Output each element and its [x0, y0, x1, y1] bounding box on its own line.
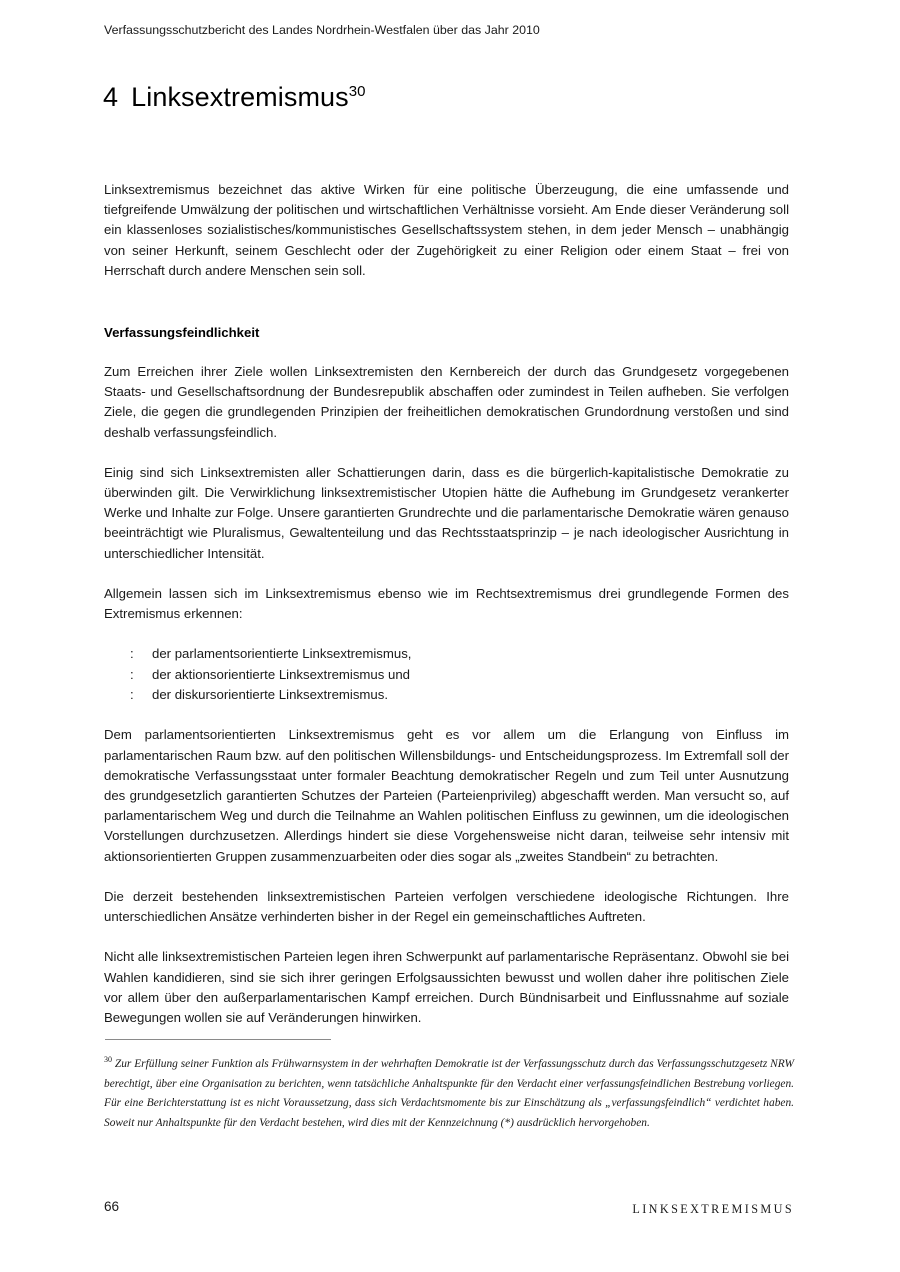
list-marker-icon: :: [130, 666, 134, 682]
footer-section-name: LINKSEXTREMISMUS: [632, 1202, 794, 1216]
paragraph-4: Allgemein lassen sich im Linksextremismus ebenso wie im Rechtsextremismus drei grundlegende Formen des Extremismus erkennen:: [104, 585, 789, 622]
paragraph-3: Einig sind sich Linksextremisten aller Schattierungen darin, dass es die bürgerlich-kapitalistische Demokratie zu überwinden gilt. Die Verwirklichung linksextremistischer Utopien hätte die Aufhebung im Grundgesetz verankerter Werke und Inhalte zur Folge. Unsere garantierten Grundrechte und die parlamentarische Demokratie wären genauso beeinträchtigt wie Pluralismus, Gewaltenteilung und das Rechtsstaatsprinzip – je nach ideologischer Ausrichtung in unterschiedlicher Intensität.: [104, 464, 789, 561]
footnote-reference-marker: 30: [348, 83, 366, 101]
list-item: [130, 665, 789, 685]
page-number: 66: [104, 1199, 120, 1214]
section-heading-verfassungsfeindlichkeit: Verfassungsfeindlichkeit: [104, 325, 260, 341]
paragraph-6: Die derzeit bestehenden linksextremistischen Parteien verfolgen verschiedene ideologische Richtungen. Ihre unterschiedlichen Ansätze verhinderten bisher in der Regel ein gemeinschaftliches Auftreten.: [104, 888, 789, 925]
body-content: [104, 180, 789, 1028]
page-title: [103, 80, 365, 114]
list-marker-icon: :: [130, 687, 134, 703]
paragraph-7: Nicht alle linksextremistischen Parteien legen ihren Schwerpunkt auf parlamentarische Repräsentanz. Obwohl sie bei Wahlen kandidieren, sind sie sich ihrer geringen Erfolgsaussichten bewusst und wollen daher ihre politischen Ziele vor allem über den außerparlamentarischen Kampf erreichen. Durch Bündnisarbeit und Einflussnahme auf soziale Bewegungen wollen sie auf Veränderungen hinwirken.: [104, 949, 789, 1025]
footnote-text: [104, 1055, 794, 1133]
list-item-label: der aktionsorientierte Linksextremismus und: [152, 666, 411, 682]
extremism-forms-list: [104, 644, 789, 705]
chapter-number: 4: [103, 82, 119, 113]
list-item: [130, 685, 789, 705]
list-marker-icon: :: [130, 646, 134, 662]
list-item-label: der diskursorientierte Linksextremismus.: [152, 687, 388, 703]
list-item: [130, 644, 789, 664]
footnote-number: 30: [104, 1055, 112, 1065]
paragraph-2: Zum Erreichen ihrer Ziele wollen Linksextremisten den Kernbereich der durch das Grundgesetz vorgegebenen Staats- und Gesellschaftsordnung der Bundesrepublik abschaffen oder zumindest in Teilen aufheben. Sie verfolgen Ziele, die gegen die grundlegenden Prinzipien der freiheitlichen demokratischen Grundordnung verstoßen und sind deshalb verfassungsfeindlich.: [104, 364, 789, 440]
heading-spacer: [104, 301, 789, 323]
paragraph-intro: Linksextremismus bezeichnet das aktive Wirken für eine politische Überzeugung, die eine umfassende und tiefgreifende Umwälzung der politischen und wirtschaftlichen Verhältnisse vorsieht. Am Ende dieser Veränderung soll ein klassenloses sozialistisches/kommunistisches Gesellschaftssystem stehen, in dem jeder Mensch – unabhängig von seiner Herkunft, seinem Geschlecht oder der Zugehörigkeit zu einer Religion oder einem Staat – frei von Herrschaft durch andere Menschen sein soll.: [104, 182, 789, 278]
paragraph-5: Dem parlamentsorientierten Linksextremismus geht es vor allem um die Erlangung von Einfluss im parlamentarischen Raum bzw. auf den politischen Willensbildungs- und Entscheidungsprozess. Im Extremfall soll der demokratische Verfassungsstaat unter formaler Beachtung demokratischer Regeln und zum Teil unter Ausnutzung des grundgesetzlich garantierten Schutzes der Parteien (Parteienprivileg) abgeschafft werden. Man versucht so, auf parlamentarischem Weg und durch die Teilnahme an Wahlen politischen Einfluss zu gewinnen, um die ideologischen Vorstellungen durchzusetzen. Allerdings hindert sie diese Vorgehensweise nicht daran, teilweise sehr intensiv mit aktionsorientierten Gruppen zusammenzuarbeiten oder dies sogar als „zweites Standbein“ zu betrachten.: [104, 727, 789, 864]
chapter-title-text: Linksextremismus: [131, 82, 349, 113]
running-header: Verfassungsschutzbericht des Landes Nordrhein-Westfalen über das Jahr 2010: [104, 23, 540, 37]
list-item-label: der parlamentsorientierte Linksextremismus,: [152, 646, 412, 662]
footnote-body: Zur Erfüllung seiner Funktion als Frühwarnsystem in der wehrhaften Demokratie ist der Verfassungsschutz durch das Verfassungsschutzgesetz NRW berechtigt, über eine Organisation zu berichten, wenn tatsächliche Anhaltspunkte für den Verdacht einer verfassungsfeindlichen Bestrebung vorliegen. Für eine Berichterstattung ist es nicht Voraussetzung, dass sich Verdachtsmomente bis zur Einschätzung als „verfassungsfeindlich“ verdichtet haben. Soweit nur Anhaltspunkte für den Verdacht bestehen, wird dies mit der Kennzeichnung (*) ausdrücklich hervorgehoben.: [104, 1058, 794, 1129]
footnote-separator-rule: [105, 1039, 331, 1040]
